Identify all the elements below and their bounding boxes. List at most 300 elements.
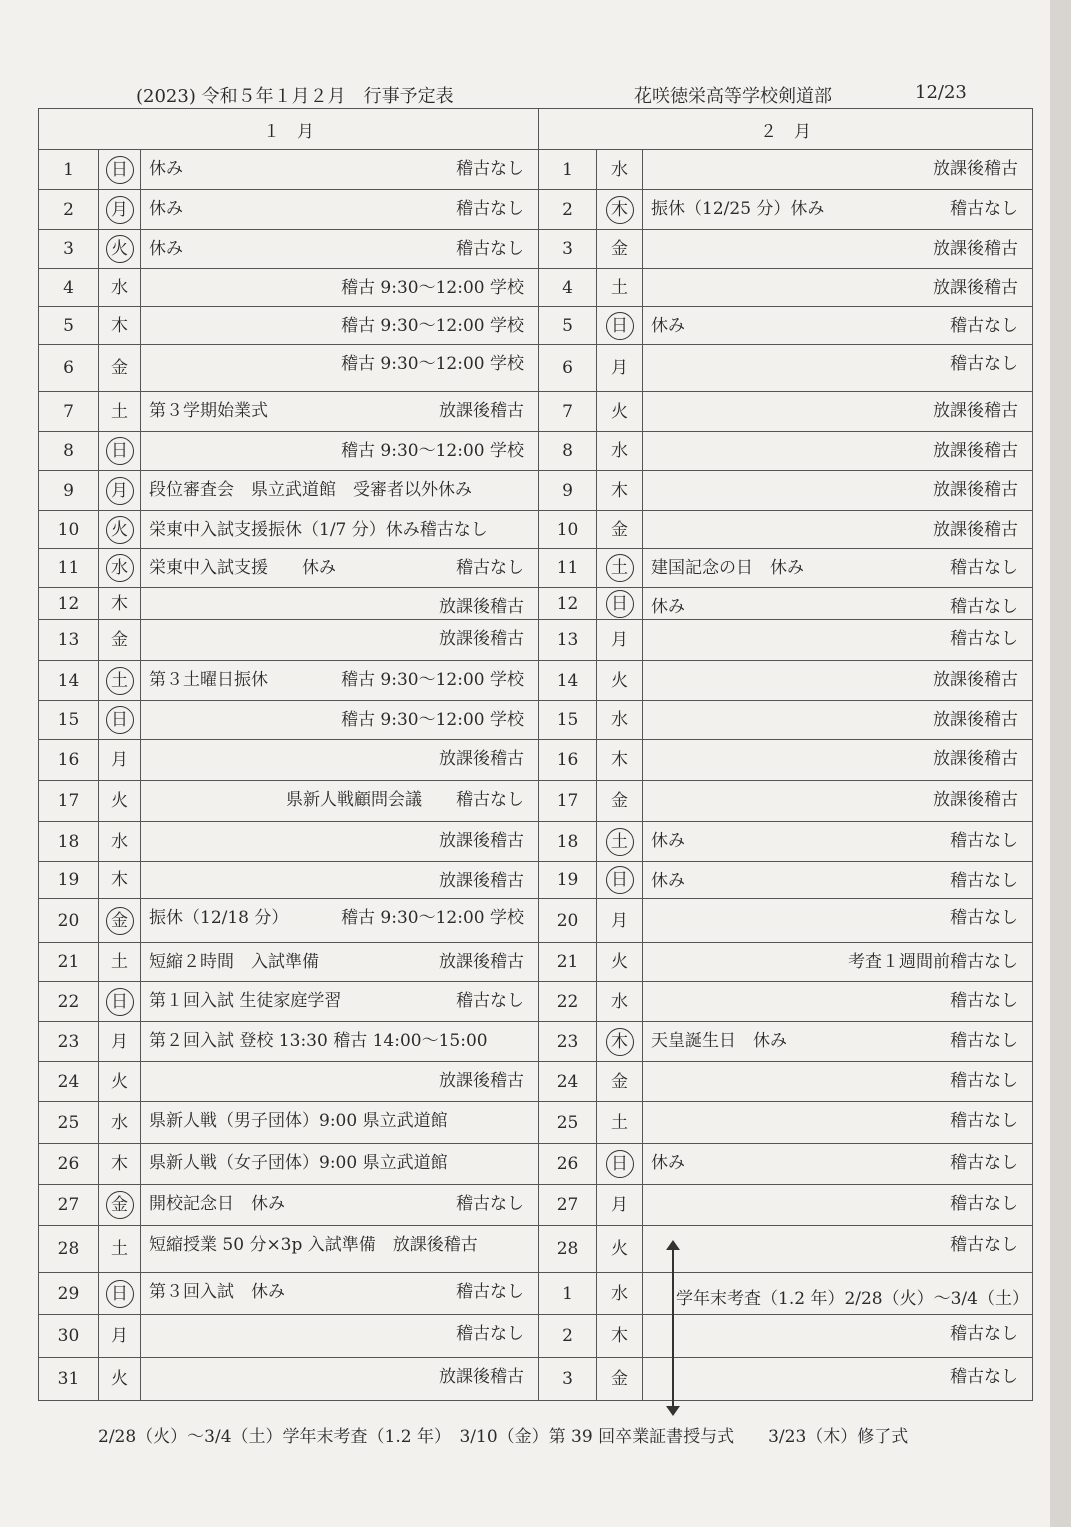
table-row xyxy=(39,307,1033,345)
feb-event-cell xyxy=(643,899,1033,943)
feb-day-cell xyxy=(539,661,597,701)
jan-event-cell xyxy=(141,392,539,432)
jan-holiday-weekday: 日 xyxy=(106,988,134,1016)
jan-day-cell xyxy=(39,740,99,781)
jan-day-cell xyxy=(39,943,99,982)
feb-practice-text: 稽古なし xyxy=(950,316,1019,336)
feb-event-cell xyxy=(643,740,1033,781)
feb-weekday-cell xyxy=(597,1062,643,1102)
feb-weekday: 火 xyxy=(611,952,629,972)
table-row xyxy=(39,549,1033,588)
jan-day-number: 21 xyxy=(57,952,80,972)
jan-weekday-cell xyxy=(99,432,141,471)
jan-holiday-weekday: 日 xyxy=(106,156,134,184)
jan-day-cell xyxy=(39,190,99,230)
jan-event-cell xyxy=(141,1185,539,1226)
feb-day-cell xyxy=(539,549,597,588)
feb-weekday: 月 xyxy=(611,910,629,931)
jan-practice-text: 県新人戦顧問会議 稽古なし xyxy=(286,790,525,810)
jan-holiday-weekday: 金 xyxy=(106,1191,134,1219)
feb-day-number: 8 xyxy=(562,441,573,461)
feb-day-cell xyxy=(539,230,597,269)
feb-weekday-cell xyxy=(597,943,643,982)
table-row xyxy=(39,471,1033,511)
feb-weekday-cell xyxy=(597,982,643,1022)
jan-event-cell xyxy=(141,1273,539,1315)
feb-holiday-weekday: 木 xyxy=(606,196,634,224)
jan-event-cell xyxy=(141,620,539,661)
feb-day-number: 18 xyxy=(556,831,579,852)
jan-event-text: 短縮授業 50 分×3p 入試準備 放課後稽古 xyxy=(149,1235,478,1255)
feb-practice-text: 稽古なし xyxy=(950,1194,1019,1214)
feb-day-number: 16 xyxy=(556,750,579,770)
jan-event-cell xyxy=(141,190,539,230)
jan-day-number: 3 xyxy=(63,239,74,259)
table-row xyxy=(39,1144,1033,1185)
feb-event-cell xyxy=(643,549,1033,588)
jan-day-cell xyxy=(39,1062,99,1102)
feb-day-number: 24 xyxy=(556,1071,579,1092)
feb-practice-text: 放課後稽古 xyxy=(933,790,1019,810)
jan-practice-text: 稽古なし xyxy=(456,159,525,179)
feb-weekday-cell xyxy=(597,190,643,230)
jan-event-cell xyxy=(141,822,539,862)
jan-day-number: 1 xyxy=(63,159,74,180)
jan-day-number: 27 xyxy=(57,1195,80,1215)
jan-event-cell xyxy=(141,230,539,269)
month-header-jan: １ 月 xyxy=(39,109,539,150)
feb-practice-text: 放課後稽古 xyxy=(933,710,1019,730)
jan-practice-text: 放課後稽古 xyxy=(439,1367,525,1387)
jan-weekday-cell xyxy=(99,781,141,822)
feb-weekday-cell xyxy=(597,1144,643,1185)
feb-weekday-cell xyxy=(597,1273,643,1315)
feb-practice-text: 稽古なし xyxy=(950,629,1019,649)
feb-day-number: 4 xyxy=(562,277,573,298)
feb-event-cell xyxy=(643,862,1033,899)
feb-holiday-weekday: 木 xyxy=(606,1028,634,1056)
table-row xyxy=(39,190,1033,230)
jan-day-number: 8 xyxy=(63,441,74,461)
jan-holiday-weekday: 火 xyxy=(106,516,134,544)
jan-weekday: 土 xyxy=(111,952,128,972)
document-header xyxy=(0,82,1050,110)
jan-day-cell xyxy=(39,1273,99,1315)
jan-weekday-cell xyxy=(99,307,141,345)
jan-event-cell xyxy=(141,1062,539,1102)
feb-weekday-cell xyxy=(597,862,643,899)
jan-event-cell xyxy=(141,740,539,781)
table-row xyxy=(39,1315,1033,1358)
table-row xyxy=(39,1185,1033,1226)
feb-practice-text: 稽古なし xyxy=(950,1324,1019,1344)
jan-day-cell xyxy=(39,862,99,899)
feb-weekday-cell xyxy=(597,307,643,345)
feb-day-cell xyxy=(539,620,597,661)
feb-day-number: 1 xyxy=(562,159,573,180)
jan-event-text: 栄東中入試支援振休（1/7 分）休み稽古なし xyxy=(149,520,488,540)
feb-weekday: 木 xyxy=(611,750,629,770)
feb-event-cell xyxy=(643,511,1033,549)
table-row xyxy=(39,982,1033,1022)
feb-practice-text: 稽古なし xyxy=(950,1153,1019,1173)
feb-practice-text: 稽古なし xyxy=(950,908,1019,928)
jan-day-number: 12 xyxy=(57,593,80,614)
jan-practice-text: 放課後稽古 xyxy=(439,952,525,972)
feb-day-number: 9 xyxy=(562,480,573,501)
feb-event-cell xyxy=(643,1062,1033,1102)
jan-day-cell xyxy=(39,230,99,269)
jan-event-cell xyxy=(141,1102,539,1144)
jan-weekday-cell xyxy=(99,471,141,511)
feb-day-number: 15 xyxy=(556,710,579,730)
club-name: 花咲徳栄高等学校剣道部 xyxy=(634,86,832,107)
feb-practice-text: 稽古なし xyxy=(950,1111,1019,1131)
feb-practice-text: 放課後稽古 xyxy=(933,159,1019,179)
feb-event-cell xyxy=(643,982,1033,1022)
feb-day-number: 11 xyxy=(556,558,579,578)
feb-weekday: 水 xyxy=(611,710,629,730)
feb-weekday-cell xyxy=(597,471,643,511)
jan-day-cell xyxy=(39,269,99,307)
jan-weekday: 火 xyxy=(111,791,128,811)
jan-day-cell xyxy=(39,1102,99,1144)
jan-day-cell xyxy=(39,307,99,345)
jan-weekday: 水 xyxy=(111,831,128,852)
jan-weekday-cell xyxy=(99,1062,141,1102)
jan-practice-text: 稽古 9:30～12:00 学校 xyxy=(341,908,525,928)
feb-event-cell xyxy=(643,392,1033,432)
jan-day-cell xyxy=(39,588,99,620)
feb-holiday-weekday: 土 xyxy=(606,554,634,582)
jan-day-cell xyxy=(39,620,99,661)
feb-day-cell xyxy=(539,822,597,862)
jan-practice-text: 放課後稽古 xyxy=(439,1071,525,1091)
jan-event-cell xyxy=(141,307,539,345)
jan-event-text: 休み xyxy=(149,239,183,259)
feb-weekday-cell xyxy=(597,549,643,588)
table-row xyxy=(39,150,1033,190)
jan-day-cell xyxy=(39,822,99,862)
jan-event-cell xyxy=(141,899,539,943)
table-row xyxy=(39,511,1033,549)
feb-weekday-cell xyxy=(597,150,643,190)
jan-day-number: 13 xyxy=(57,630,80,650)
jan-practice-text: 稽古なし xyxy=(456,558,525,578)
feb-weekday: 火 xyxy=(611,1239,629,1259)
jan-weekday-cell xyxy=(99,1102,141,1144)
jan-event-cell xyxy=(141,471,539,511)
feb-holiday-weekday: 日 xyxy=(606,866,634,894)
jan-event-cell xyxy=(141,982,539,1022)
jan-day-cell xyxy=(39,661,99,701)
table-row xyxy=(39,1226,1033,1273)
feb-weekday-cell xyxy=(597,588,643,620)
feb-day-cell xyxy=(539,701,597,740)
feb-day-number: 22 xyxy=(556,991,579,1012)
jan-day-cell xyxy=(39,345,99,392)
jan-event-cell xyxy=(141,1226,539,1273)
feb-practice-text: 放課後稽古 xyxy=(933,749,1019,769)
jan-event-text: 第３土曜日振休 xyxy=(149,670,268,690)
jan-day-cell xyxy=(39,549,99,588)
feb-practice-text: 放課後稽古 xyxy=(933,278,1019,298)
feb-day-cell xyxy=(539,392,597,432)
feb-day-cell xyxy=(539,982,597,1022)
jan-event-cell xyxy=(141,345,539,392)
feb-day-cell xyxy=(539,1358,597,1401)
jan-event-text: 休み xyxy=(149,159,183,179)
jan-practice-text: 稽古 9:30～12:00 学校 xyxy=(341,670,525,690)
jan-weekday: 金 xyxy=(111,630,128,650)
jan-event-cell xyxy=(141,1144,539,1185)
feb-weekday: 火 xyxy=(611,401,629,422)
feb-event-cell xyxy=(643,620,1033,661)
feb-practice-text: 稽古なし xyxy=(950,1367,1019,1387)
feb-day-number: 27 xyxy=(556,1195,579,1215)
feb-practice-text: 稽古なし xyxy=(950,1031,1019,1051)
feb-day-cell xyxy=(539,1062,597,1102)
jan-day-number: 23 xyxy=(57,1031,80,1052)
feb-weekday-cell xyxy=(597,899,643,943)
feb-holiday-weekday: 日 xyxy=(606,590,634,618)
jan-weekday-cell xyxy=(99,620,141,661)
jan-day-number: 9 xyxy=(63,480,74,501)
jan-weekday: 月 xyxy=(111,1031,128,1052)
jan-day-cell xyxy=(39,1185,99,1226)
feb-weekday: 金 xyxy=(611,791,629,811)
feb-event-cell xyxy=(643,1144,1033,1185)
feb-event-cell xyxy=(643,701,1033,740)
feb-weekday-cell xyxy=(597,269,643,307)
feb-day-cell xyxy=(539,862,597,899)
feb-day-cell xyxy=(539,1185,597,1226)
jan-day-cell xyxy=(39,781,99,822)
jan-holiday-weekday: 日 xyxy=(106,706,134,734)
table-row xyxy=(39,862,1033,899)
feb-weekday-cell xyxy=(597,1185,643,1226)
feb-day-cell xyxy=(539,471,597,511)
jan-day-number: 29 xyxy=(57,1283,80,1304)
jan-event-cell xyxy=(141,781,539,822)
jan-weekday-cell xyxy=(99,230,141,269)
feb-weekday-cell xyxy=(597,432,643,471)
table-row xyxy=(39,822,1033,862)
feb-practice-text: 稽古なし xyxy=(950,1235,1019,1255)
jan-weekday: 木 xyxy=(111,870,128,890)
feb-holiday-weekday: 日 xyxy=(606,1150,634,1178)
feb-day-cell xyxy=(539,269,597,307)
jan-practice-text: 稽古なし xyxy=(456,199,525,219)
feb-event-cell xyxy=(643,588,1033,620)
jan-event-cell xyxy=(141,1315,539,1358)
jan-holiday-weekday: 月 xyxy=(106,196,134,224)
feb-weekday-cell xyxy=(597,740,643,781)
jan-practice-text: 稽古 9:30～12:00 学校 xyxy=(341,354,525,374)
feb-event-cell xyxy=(643,943,1033,982)
feb-weekday-cell xyxy=(597,1022,643,1062)
feb-practice-text: 放課後稽古 xyxy=(933,401,1019,421)
feb-day-number: 2 xyxy=(562,1326,573,1346)
jan-weekday: 月 xyxy=(111,750,128,770)
table-row xyxy=(39,740,1033,781)
feb-event-cell xyxy=(643,822,1033,862)
feb-event-cell xyxy=(643,150,1033,190)
feb-day-number: 23 xyxy=(556,1031,579,1052)
jan-event-cell xyxy=(141,549,539,588)
jan-weekday-cell xyxy=(99,1022,141,1062)
jan-event-cell xyxy=(141,661,539,701)
jan-holiday-weekday: 月 xyxy=(106,477,134,505)
feb-weekday: 金 xyxy=(611,519,629,540)
jan-day-number: 2 xyxy=(63,199,74,220)
jan-day-cell xyxy=(39,1358,99,1401)
feb-weekday: 土 xyxy=(611,277,629,298)
jan-day-cell xyxy=(39,1022,99,1062)
jan-event-text: 振休（12/18 分） xyxy=(149,908,289,928)
feb-weekday: 水 xyxy=(611,1283,629,1304)
feb-practice-text: 放課後稽古 xyxy=(933,239,1019,259)
jan-event-cell xyxy=(141,1358,539,1401)
jan-day-number: 15 xyxy=(57,710,80,730)
feb-weekday-cell xyxy=(597,392,643,432)
feb-practice-text: 考査１週間前稽古なし xyxy=(848,952,1019,972)
jan-weekday-cell xyxy=(99,899,141,943)
feb-practice-text: 放課後稽古 xyxy=(933,670,1019,690)
table-row xyxy=(39,943,1033,982)
jan-weekday: 火 xyxy=(111,1071,128,1092)
feb-day-number: 3 xyxy=(562,239,573,259)
jan-practice-text: 稽古 9:30～12:00 学校 xyxy=(341,316,525,336)
table-row xyxy=(39,661,1033,701)
feb-practice-text: 放課後稽古 xyxy=(933,441,1019,461)
exam-period-arrow xyxy=(672,1246,674,1412)
jan-weekday-cell xyxy=(99,1315,141,1358)
table-row xyxy=(39,899,1033,943)
table-row xyxy=(39,1358,1033,1401)
jan-day-number: 28 xyxy=(57,1239,80,1259)
jan-weekday-cell xyxy=(99,982,141,1022)
jan-day-number: 30 xyxy=(57,1326,80,1346)
jan-practice-text: 稽古なし xyxy=(456,239,525,259)
jan-event-text: 第２回入試 登校 13:30 稽古 14:00～15:00 xyxy=(149,1031,488,1051)
jan-day-number: 6 xyxy=(63,358,74,378)
feb-holiday-weekday: 日 xyxy=(606,312,634,340)
feb-weekday-cell xyxy=(597,1315,643,1358)
jan-day-cell xyxy=(39,511,99,549)
jan-weekday-cell xyxy=(99,1273,141,1315)
feb-day-number: 1 xyxy=(562,1283,573,1304)
feb-weekday-cell xyxy=(597,1102,643,1144)
jan-day-number: 14 xyxy=(57,670,80,691)
feb-day-cell xyxy=(539,1315,597,1358)
jan-day-number: 10 xyxy=(57,519,80,540)
jan-day-cell xyxy=(39,899,99,943)
jan-practice-text: 稽古 9:30～12:00 学校 xyxy=(341,441,525,461)
jan-day-number: 7 xyxy=(63,401,74,422)
jan-event-text: 第３回入試 休み xyxy=(149,1282,285,1302)
jan-day-cell xyxy=(39,471,99,511)
feb-weekday: 木 xyxy=(611,1326,629,1346)
feb-day-number: 20 xyxy=(556,910,579,931)
table-row xyxy=(39,230,1033,269)
jan-weekday: 火 xyxy=(111,1369,128,1389)
jan-weekday-cell xyxy=(99,588,141,620)
feb-day-number: 5 xyxy=(562,315,573,336)
feb-event-text: 天皇誕生日 休み xyxy=(651,1031,788,1051)
jan-weekday-cell xyxy=(99,511,141,549)
page-edge xyxy=(1050,0,1071,1527)
jan-practice-text: 放課後稽古 xyxy=(439,597,525,617)
table-row xyxy=(39,781,1033,822)
jan-day-number: 26 xyxy=(57,1154,80,1174)
feb-weekday: 木 xyxy=(611,480,629,501)
jan-weekday-cell xyxy=(99,740,141,781)
jan-weekday-cell xyxy=(99,150,141,190)
jan-weekday: 木 xyxy=(111,1154,128,1174)
feb-event-text: 休み xyxy=(651,316,686,336)
feb-event-cell xyxy=(643,1102,1033,1144)
feb-weekday-cell xyxy=(597,620,643,661)
feb-day-number: 12 xyxy=(556,593,579,614)
jan-practice-text: 稽古 9:30～12:00 学校 xyxy=(341,278,525,298)
feb-event-cell xyxy=(643,781,1033,822)
feb-day-cell xyxy=(539,1144,597,1185)
feb-weekday: 水 xyxy=(611,159,629,180)
feb-practice-text: 稽古なし xyxy=(950,991,1019,1011)
feb-weekday-cell xyxy=(597,661,643,701)
jan-weekday: 土 xyxy=(111,401,128,422)
jan-day-number: 5 xyxy=(63,315,74,336)
jan-event-text: 段位審査会 県立武道館 受審者以外休み xyxy=(149,480,472,500)
jan-weekday-cell xyxy=(99,701,141,740)
feb-day-cell xyxy=(539,899,597,943)
jan-day-cell xyxy=(39,150,99,190)
feb-event-text: 振休（12/25 分）休み xyxy=(651,199,825,219)
feb-day-number: 28 xyxy=(556,1239,579,1259)
feb-event-cell xyxy=(643,432,1033,471)
feb-day-cell xyxy=(539,511,597,549)
feb-holiday-weekday: 土 xyxy=(606,828,634,856)
jan-weekday-cell xyxy=(99,943,141,982)
feb-weekday: 火 xyxy=(611,670,629,691)
feb-event-cell xyxy=(643,1226,1033,1273)
feb-day-number: 19 xyxy=(556,870,579,890)
feb-day-number: 2 xyxy=(562,199,573,220)
feb-day-cell xyxy=(539,1273,597,1315)
table-row xyxy=(39,620,1033,661)
jan-event-text: 第３学期始業式 xyxy=(149,401,268,421)
jan-holiday-weekday: 土 xyxy=(106,667,134,695)
feb-event-cell xyxy=(643,307,1033,345)
jan-practice-text: 稽古 9:30～12:00 学校 xyxy=(341,710,525,730)
jan-weekday-cell xyxy=(99,269,141,307)
feb-event-cell xyxy=(643,1358,1033,1401)
schedule-title: (2023) 令和５年１月２月 行事予定表 xyxy=(136,86,454,107)
jan-weekday-cell xyxy=(99,1226,141,1273)
jan-practice-text: 放課後稽古 xyxy=(439,831,525,851)
jan-weekday-cell xyxy=(99,345,141,392)
table-row xyxy=(39,588,1033,620)
jan-day-number: 24 xyxy=(57,1071,80,1092)
feb-day-cell xyxy=(539,307,597,345)
jan-event-text: 第１回入試 生徒家庭学習 xyxy=(149,991,342,1011)
jan-weekday: 金 xyxy=(111,358,128,378)
feb-day-cell xyxy=(539,432,597,471)
month-header-feb: ２ 月 xyxy=(539,109,1033,150)
jan-day-cell xyxy=(39,1226,99,1273)
feb-practice-text: 稽古なし xyxy=(950,871,1019,891)
